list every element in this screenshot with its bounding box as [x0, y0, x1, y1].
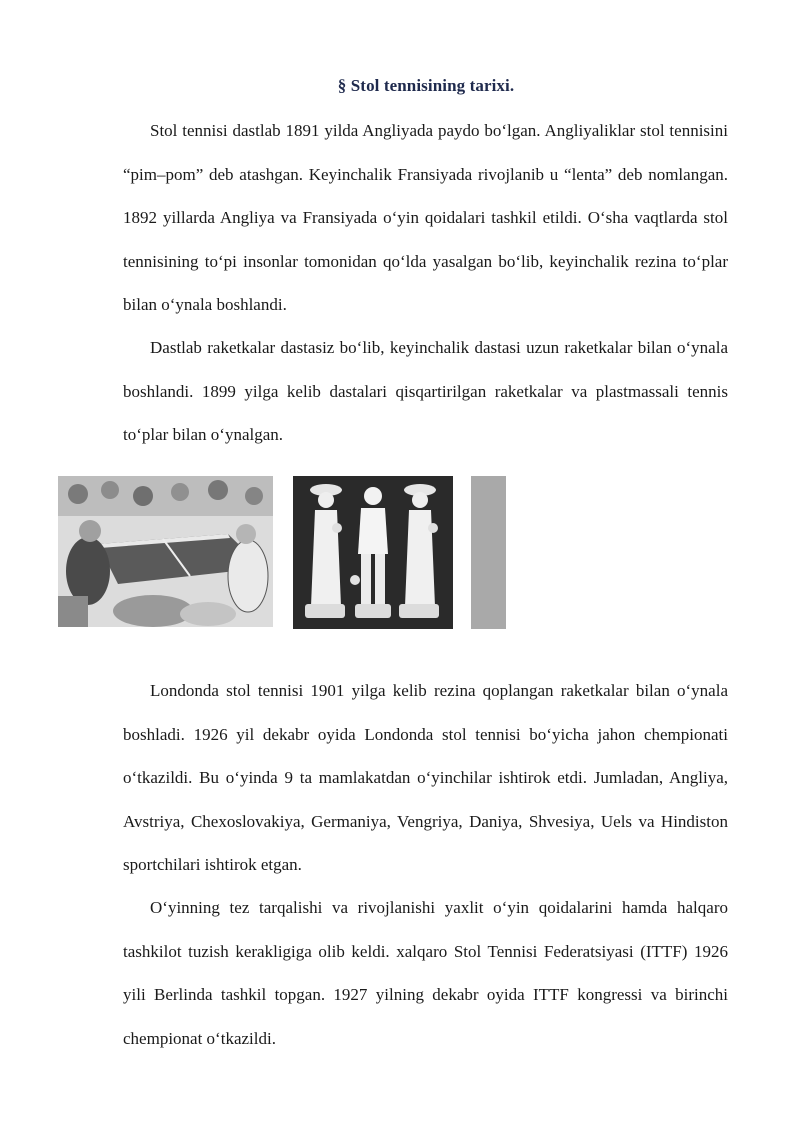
paragraph-ittf: O‘yinning tez tarqalishi va rivojlanishi yaxlit o‘yin qoidalarini hamda halqaro tashkilot tuzish kerakligiga olib keldi. xalqaro Stol Tennisi Federatsiyasi (ITTF) 1926 yili Berlinda tashkil topgan. 1927 yilning dekabr oyida ITTF kongressi va birinchi chempionat o‘tkazildi.	[123, 898, 728, 1048]
paragraph-rackets: Dastlab raketkalar dastasiz bo‘lib, keyinchalik dastasi uzun raketkalar bilan o‘ynala boshlandi. 1899 yilga kelib dastalari qisqartirilgan raketkalar va plastmassali tennis to‘plar bilan o‘ynalgan.	[123, 338, 728, 444]
porcelain-figurines-photo	[293, 476, 453, 629]
paragraph-origin: Stol tennisi dastlab 1891 yilda Angliyada paydo bo‘lgan. Angliyaliklar stol tennisini “pim–pom” deb atashgan. Keyinchalik Fransiyada rivojlanib u “lenta” deb nomlangan. 1892 yillarda Angliya va Fransiyada o‘yin qoidalari tashkil etildi. O‘sha vaqtlarda stol tennisining to‘pi insonlar tomonidan qo‘lda yasalgan bo‘lib, keyinchalik rezina to‘plar bilan o‘ynala boshlandi.	[123, 121, 728, 314]
paragraph-london-championship: Londonda stol tennisi 1901 yilga kelib rezina qoplangan raketkalar bilan o‘ynala boshladi. 1926 yil dekabr oyida Londonda stol tennisi bo‘yicha jahon chempionati o‘tkazildi. Bu o‘yinda 9 ta mamlakatdan o‘yinchilar ishtirok etdi. Jumladan, Angliya, Avstriya, Chexoslovakiya, Germaniya, Vengriya, Daniya, Shvesiya, Uels va Hindiston sportchilari ishtirok etgan.	[123, 681, 728, 874]
gray-bar-image	[471, 476, 506, 629]
vintage-ping-pong-illustration	[58, 476, 273, 627]
section-title: § Stol tennisining tarixi.	[337, 76, 515, 95]
